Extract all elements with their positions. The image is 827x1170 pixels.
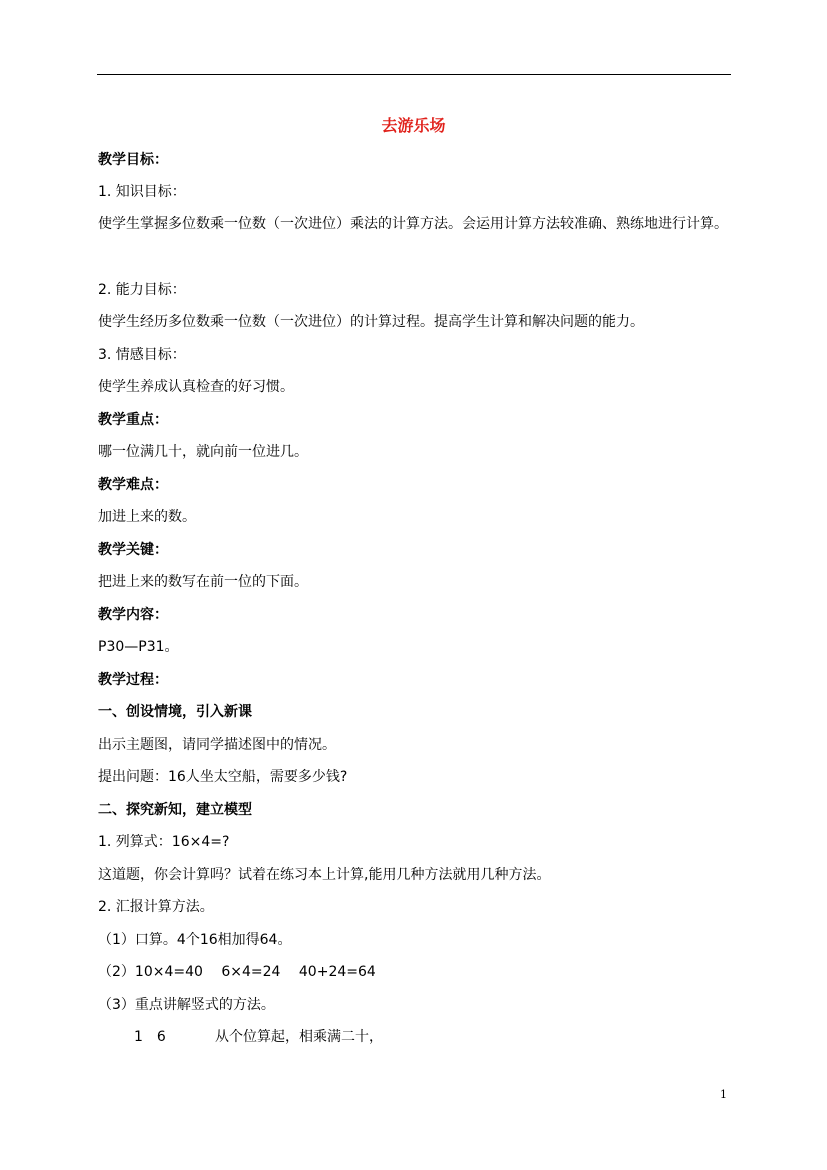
heading-content: 教学内容： [98,607,168,623]
key-text: 把进上来的数写在前一位的下面。 [98,574,308,590]
content-text: P30—P31。 [98,639,179,655]
section-2-step-1: 1. 列算式：16×4=? [98,834,230,850]
method-2: （2）10×4=40 6×4=24 40+24=64 [98,964,376,980]
heading-key: 教学关键： [98,542,168,558]
document-title: 去游乐场 [381,116,446,135]
goal-3-text: 使学生养成认真检查的好习惯。 [98,379,294,395]
heading-teaching-goals: 教学目标： [98,152,168,168]
section-2-heading: 二、探究新知，建立模型 [98,802,252,818]
goal-2-label: 2. 能力目标： [98,282,186,298]
section-2-step-2: 2. 汇报计算方法。 [98,899,214,915]
method-1: （1）口算。4个16相加得64。 [98,932,292,948]
vertical-calc-digits: 1 6 [134,1029,166,1045]
goal-1-text: 使学生掌握多位数乘一位数（一次进位）乘法的计算方法。会运用计算方法较准确、熟练地进行计算。 [98,216,728,232]
header-rule [97,74,731,75]
key-points-text: 哪一位满几十，就向前一位进几。 [98,444,308,460]
section-1-line-2: 提出问题：16人坐太空船，需要多少钱? [98,769,348,785]
method-3: （3）重点讲解竖式的方法。 [98,997,275,1013]
goal-1-label: 1. 知识目标： [98,184,186,200]
heading-key-points: 教学重点： [98,412,168,428]
difficulties-text: 加进上来的数。 [98,509,196,525]
section-1-line-1: 出示主题图，请同学描述图中的情况。 [98,737,336,753]
heading-difficulties: 教学难点： [98,477,168,493]
vertical-calc-note: 从个位算起，相乘满二十， [215,1029,383,1045]
section-1-heading: 一、创设情境，引入新课 [98,704,252,720]
page-number: 1 [720,1088,727,1101]
section-2-line-2: 这道题，你会计算吗？试着在练习本上计算,能用几种方法就用几种方法。 [98,867,551,883]
heading-process: 教学过程： [98,672,168,688]
goal-2-text: 使学生经历多位数乘一位数（一次进位）的计算过程。提高学生计算和解决问题的能力。 [98,314,644,330]
goal-3-label: 3. 情感目标： [98,347,186,363]
